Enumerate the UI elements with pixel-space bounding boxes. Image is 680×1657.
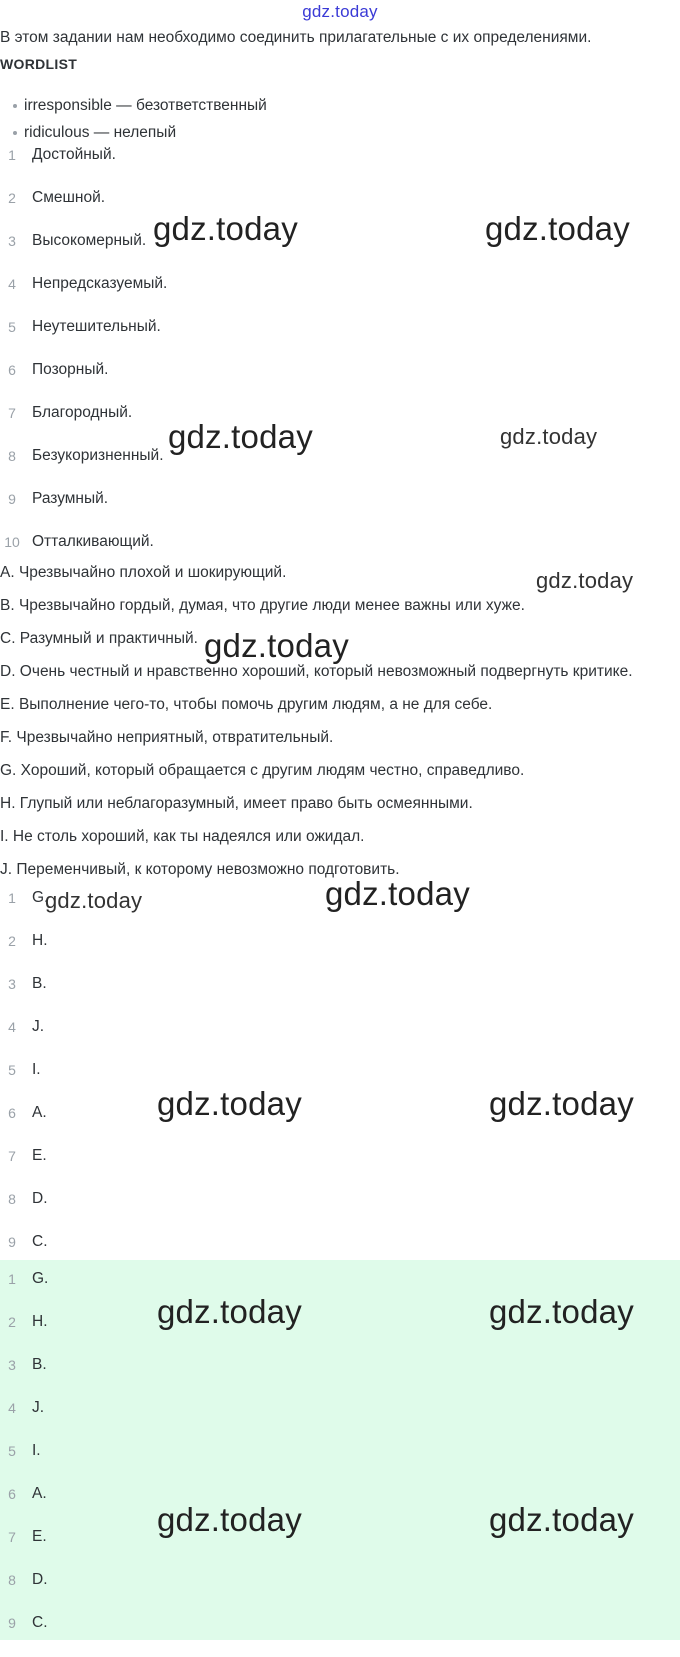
- list-item: 2 Смешной.: [8, 189, 106, 206]
- words-list: [0, 146, 167, 576]
- answer-item: 2 H.: [8, 1313, 48, 1330]
- list-item: 1 Достойный.: [8, 146, 116, 163]
- definition-item: C. Разумный и практичный.: [0, 630, 198, 647]
- answer-item: 4 J.: [8, 1399, 45, 1416]
- list-item: 9 Разумный.: [8, 490, 109, 507]
- answer-item: 2 H.: [8, 932, 48, 949]
- watermark: gdz.today: [204, 627, 349, 664]
- definition-item: F. Чрезвычайно неприятный, отвратительный.: [0, 729, 334, 746]
- watermark: gdz.today: [45, 888, 143, 913]
- list-item: 4 Непредсказуемый.: [8, 275, 168, 292]
- list-item: ridiculous — нелепый: [0, 119, 267, 146]
- list-item: 5 Неутешительный.: [8, 318, 161, 335]
- watermark: gdz.today: [536, 568, 634, 593]
- watermark: gdz.today: [157, 1501, 302, 1538]
- watermark: gdz.today: [489, 1293, 634, 1330]
- list-item: 8 Безукоризненный.: [8, 447, 164, 464]
- wordlist: [0, 92, 267, 146]
- answer-item: 1 G.: [8, 1270, 49, 1287]
- answer-item: 7 E.: [8, 1147, 47, 1164]
- watermark: gdz.today: [485, 210, 630, 247]
- answer-item: 1 G.: [8, 889, 49, 906]
- watermark: gdz.today: [325, 875, 470, 912]
- definition-item: G. Хороший, который обращается с другим людям честно, справедливо.: [0, 762, 525, 779]
- definition-item: B. Чрезвычайно гордый, думая, что другие люди менее важны или хуже.: [0, 597, 525, 614]
- list-item: 10 Отталкивающий.: [4, 533, 154, 550]
- watermark: gdz.today: [489, 1501, 634, 1538]
- answer-item: 9 C.: [8, 1233, 48, 1250]
- watermark: gdz.today: [157, 1085, 302, 1122]
- answer-item: 3 B.: [8, 1356, 47, 1373]
- answers-highlighted-list: [0, 1270, 48, 1657]
- intro-text: В этом задании нам необходимо соединить прилагательные с их определениями.: [0, 29, 592, 46]
- answer-item: 8 D.: [8, 1190, 48, 1207]
- answer-item: 6 A.: [8, 1485, 47, 1502]
- answer-item: 7 E.: [8, 1528, 47, 1545]
- bullet-icon: [13, 131, 17, 135]
- site-logo[interactable]: gdz.today: [302, 2, 378, 21]
- answer-item: 9 C.: [8, 1614, 48, 1631]
- answer-item: 5 I.: [8, 1061, 41, 1078]
- definition-item: A. Чрезвычайно плохой и шокирующий.: [0, 564, 287, 581]
- watermark: gdz.today: [157, 1293, 302, 1330]
- watermark: gdz.today: [500, 424, 598, 449]
- definition-item: D. Очень честный и нравственно хороший, который невозможный подвергнуть критике.: [0, 663, 633, 680]
- list-item: 3 Высокомерный.: [8, 232, 147, 249]
- watermark: gdz.today: [168, 418, 313, 455]
- answer-item: 4 J.: [8, 1018, 45, 1035]
- wordlist-title: WORDLIST: [0, 56, 78, 72]
- list-item: irresponsible — безответственный: [0, 92, 267, 119]
- definition-item: H. Глупый или неблагоразумный, имеет право быть осмеянными.: [0, 795, 473, 812]
- watermark: gdz.today: [153, 210, 298, 247]
- list-item: 6 Позорный.: [8, 361, 109, 378]
- list-item: 7 Благородный.: [8, 404, 133, 421]
- answers-list: [0, 889, 48, 1276]
- watermark: gdz.today: [489, 1085, 634, 1122]
- definition-item: I. Не столь хороший, как ты надеялся или ожидал.: [0, 828, 365, 845]
- definitions-list: [0, 564, 633, 894]
- answer-item: 5 I.: [8, 1442, 41, 1459]
- definition-item: J. Переменчивый, к которому невозможно подготовить.: [0, 861, 400, 878]
- answer-item: 3 B.: [8, 975, 47, 992]
- bullet-icon: [13, 104, 17, 108]
- answer-item: 8 D.: [8, 1571, 48, 1588]
- answer-item: 6 A.: [8, 1104, 47, 1121]
- definition-item: E. Выполнение чего-то, чтобы помочь другим людям, а не для себе.: [0, 696, 493, 713]
